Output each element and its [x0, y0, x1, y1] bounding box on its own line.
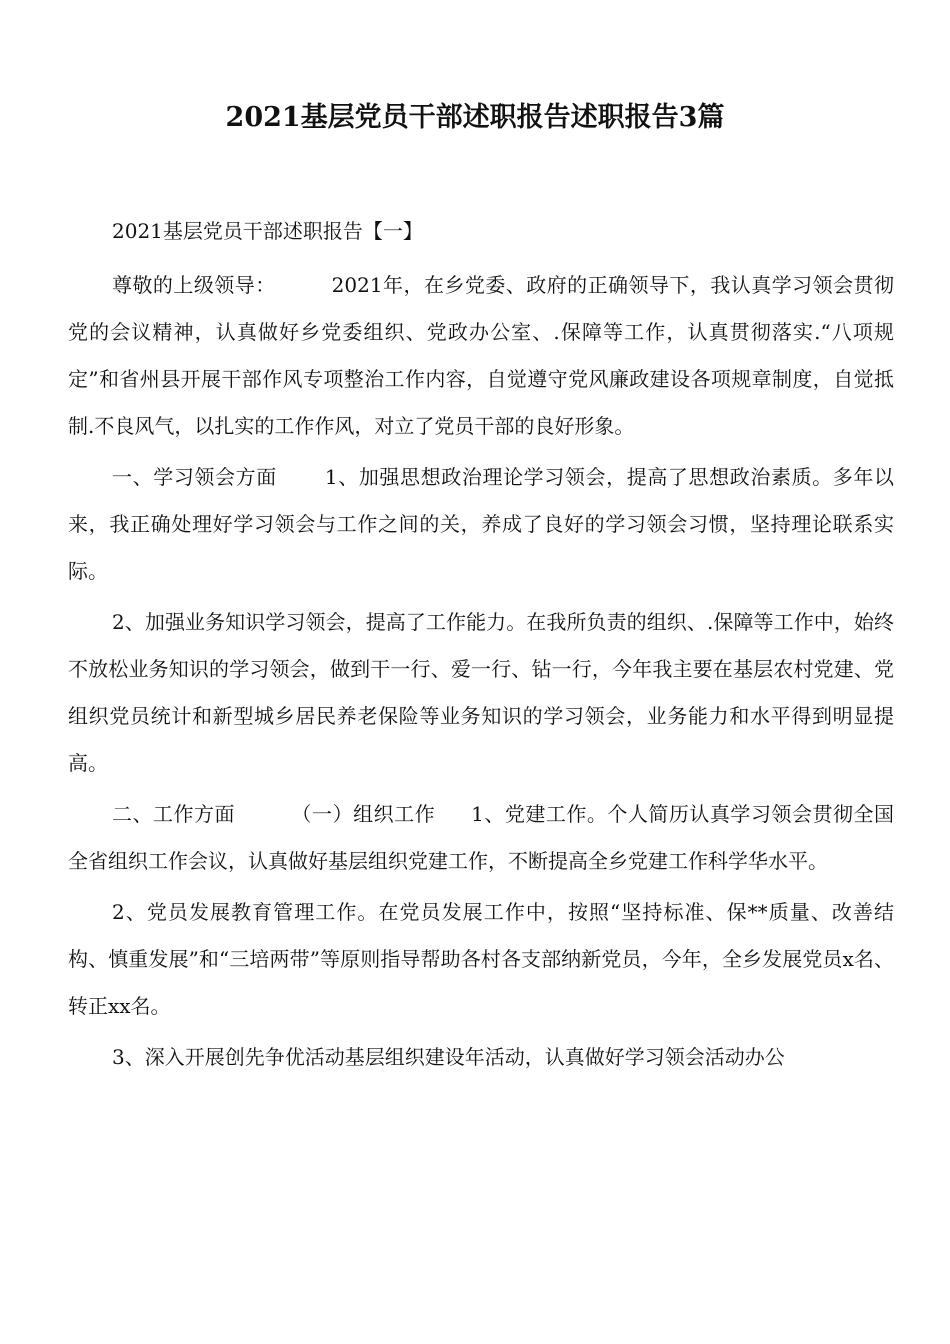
paragraph-4-heading: 二、工作方面: [112, 802, 236, 826]
paragraph-4-subheading: （一）组织工作: [291, 802, 436, 826]
paragraph-2-text: 1、加强思想政治理论学习领会，提高了思想政治素质。多年以来，我正确处理好学习领会与工作之间的关，养成了良好的学习领会习惯，坚持理论联系实际。: [68, 465, 895, 583]
section-heading: 2021基层党员干部述职报告【一】: [112, 219, 423, 243]
paragraph-1: [68, 262, 894, 450]
paragraph-1-text: 2021年，在乡党委、政府的正确领导下，我认真学习领会贯彻党的会议精神，认真做好乡党委组织、党政办公室、.保障等工作，认真贯彻落实.“八项规定”和省州县开展干部作风专项整治工作内容，自觉遵守党风廉政建设各项规章制度，自觉抵制.不良风气，以扎实的工作作风，对立了党员干部的良好形象。: [68, 273, 895, 438]
paragraph-4: [68, 791, 894, 885]
document-title: 2021基层党员干部述职报告述职报告3篇: [225, 102, 725, 133]
salutation: 尊敬的上级领导：: [112, 273, 276, 297]
paragraph-4-text: 1、党建工作。个人简历认真学习领会贯彻全国全省组织工作会议，认真做好基层组织党建工作，不断提高全乡党建工作科学华水平。: [68, 802, 894, 873]
paragraph-6: 3、深入开展创先争优活动基层组织建设年活动，认真做好学习领会活动办公: [112, 1045, 785, 1069]
paragraph-3: 2、加强业务知识学习领会，提高了工作能力。在我所负责的组织、.保障等工作中，始终不放松业务知识的学习领会，做到干一行、爱一行、钻一行，今年我主要在基层农村党建、党组织党员统计和新型城乡居民养老保险等业务知识的学习领会，业务能力和水平得到明显提高。: [68, 610, 894, 775]
paragraph-5: 2、党员发展教育管理工作。在党员发展工作中，按照“坚持标准、保**质量、改善结构、慎重发展”和“三培两带”等原则指导帮助各村各支部纳新党员，今年，全乡发展党员x名、转正xx名。: [68, 900, 894, 1018]
document-body: [68, 213, 894, 1085]
paragraph-2: [68, 454, 894, 595]
paragraph-2-heading: 一、学习领会方面: [112, 465, 277, 489]
